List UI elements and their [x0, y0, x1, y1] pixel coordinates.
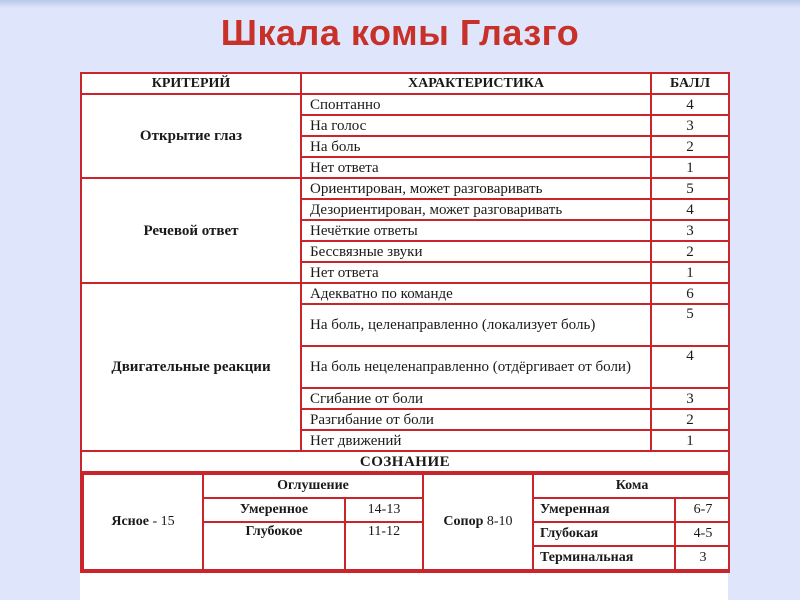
score-cell: 4: [651, 346, 729, 388]
criterion-motor-response: Двигательные реакции: [81, 283, 301, 451]
stupor-cell: [423, 474, 533, 570]
characteristic-cell: Нет ответа: [301, 157, 651, 178]
header-criterion: КРИТЕРИЙ: [81, 73, 301, 94]
characteristic-cell: Нет движений: [301, 430, 651, 451]
score-cell: 1: [651, 430, 729, 451]
criterion-verbal-response: Речевой ответ: [81, 178, 301, 283]
coma-moderate-range: 6-7: [675, 498, 729, 522]
characteristic-cell: Ориентирован, может разговаривать: [301, 178, 651, 199]
coma-terminal-range: 3: [675, 546, 729, 570]
score-cell: 5: [651, 178, 729, 199]
table-row: [81, 178, 729, 199]
consciousness-grid-cell: [81, 472, 729, 572]
characteristic-cell: На боль: [301, 136, 651, 157]
score-cell: 2: [651, 241, 729, 262]
consciousness-row: [81, 472, 729, 572]
score-cell: 4: [651, 94, 729, 115]
top-frame: [0, 0, 800, 8]
score-cell: 3: [651, 220, 729, 241]
score-cell: 1: [651, 157, 729, 178]
score-cell: 2: [651, 409, 729, 430]
table-row: [81, 283, 729, 304]
characteristic-cell: Бессвязные звуки: [301, 241, 651, 262]
coma-header: Кома: [533, 474, 729, 498]
score-cell: 2: [651, 136, 729, 157]
consciousness-header: СОЗНАНИЕ: [81, 451, 729, 472]
characteristic-cell: Спонтанно: [301, 94, 651, 115]
score-cell: 6: [651, 283, 729, 304]
clear-range: - 15: [152, 514, 175, 529]
characteristic-cell: На боль, целенаправленно (локализует боль): [301, 304, 651, 346]
obtundation-deep-label: Глубокое: [203, 522, 345, 570]
characteristic-cell: Нечёткие ответы: [301, 220, 651, 241]
coma-deep-label: Глубокая: [533, 522, 675, 546]
obtundation-header: Оглушение: [203, 474, 423, 498]
consciousness-subheader-row: [83, 474, 729, 498]
header-characteristic: ХАРАКТЕРИСТИКА: [301, 73, 651, 94]
stupor-range: 8-10: [486, 514, 513, 529]
coma-terminal-label: Терминальная: [533, 546, 675, 570]
characteristic-cell: Адекватно по команде: [301, 283, 651, 304]
header-score: БАЛЛ: [651, 73, 729, 94]
consciousness-grid: [82, 473, 729, 571]
clear-consciousness-cell: [83, 474, 203, 570]
score-cell: 1: [651, 262, 729, 283]
score-cell: 3: [651, 388, 729, 409]
obtundation-moderate-label: Умеренное: [203, 498, 345, 522]
characteristic-cell: Дезориентирован, может разговаривать: [301, 199, 651, 220]
table-row: [81, 94, 729, 115]
obtundation-deep-range: 11-12: [345, 522, 423, 570]
stupor-label: Сопор: [443, 514, 484, 529]
coma-deep-range: 4-5: [675, 522, 729, 546]
score-cell: 4: [651, 199, 729, 220]
characteristic-cell: На голос: [301, 115, 651, 136]
characteristic-cell: Разгибание от боли: [301, 409, 651, 430]
criterion-eye-opening: Открытие глаз: [81, 94, 301, 178]
coma-moderate-label: Умеренная: [533, 498, 675, 522]
clear-label: Ясное: [111, 514, 149, 529]
characteristic-cell: Нет ответа: [301, 262, 651, 283]
characteristic-cell: На боль нецеленаправленно (отдёргивает от боли): [301, 346, 651, 388]
consciousness-header-row: [81, 451, 729, 472]
obtundation-moderate-range: 14-13: [345, 498, 423, 522]
score-cell: 3: [651, 115, 729, 136]
characteristic-cell: Сгибание от боли: [301, 388, 651, 409]
glasgow-coma-scale-table: [80, 72, 730, 573]
score-cell: 5: [651, 304, 729, 346]
page-title: Шкала комы Глазго: [220, 12, 580, 53]
header-row: [81, 73, 729, 94]
